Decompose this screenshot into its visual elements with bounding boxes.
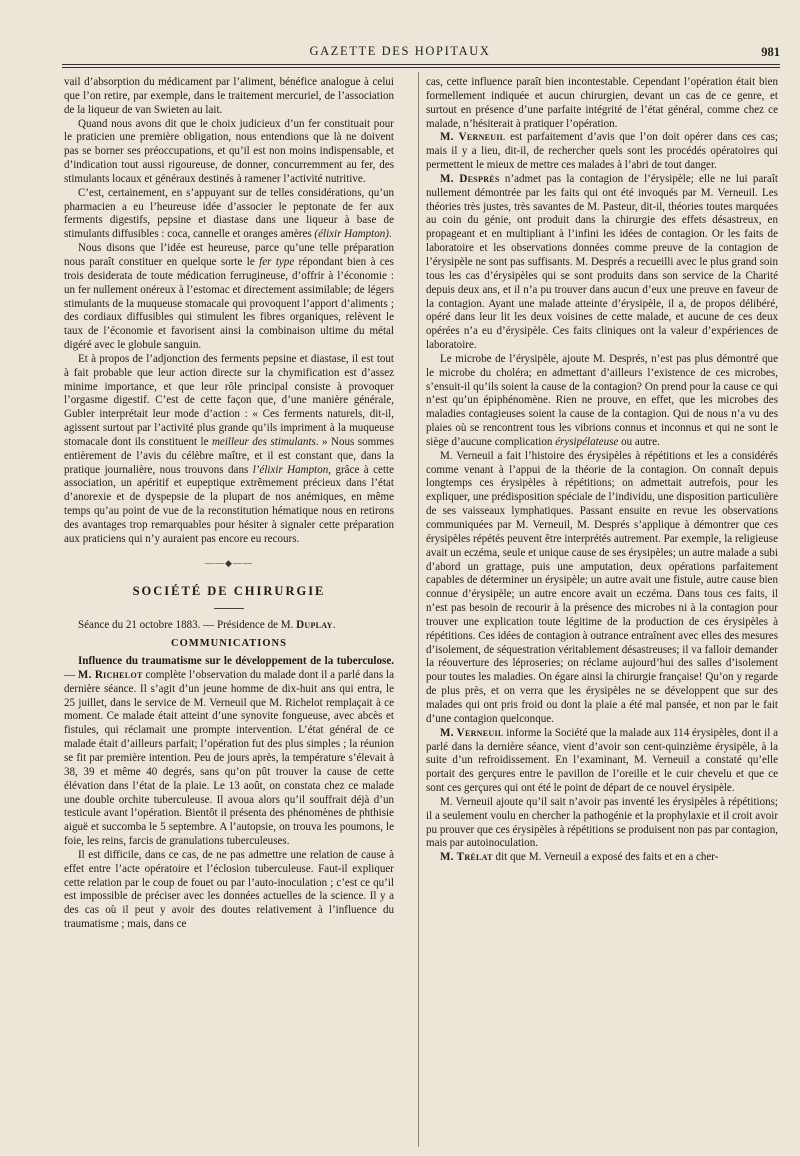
- session-line: [64, 619, 394, 633]
- text-span: dit que M. Verneuil a exposé des faits et en a cher-: [492, 851, 719, 864]
- text-span: est parfaitement d’avis que l’on doit opérer dans ces cas; mais il y a lieu, dit-il, de rechercher quels sont les procédés opératoires qui permettent le mieux de mettre ces malades à l’abri de tout danger.: [426, 131, 778, 172]
- paragraph: [426, 131, 778, 173]
- paragraph: vail d’absorption du médicament par l’aliment, bénéfice analogue à celui que l’on retire, par exemple, dans le traitement mercuriel, de l’association de la liqueur de van Swieten au lait.: [64, 76, 394, 116]
- text-span: .: [332, 619, 336, 632]
- text-span: C’est, certainement, en s’appuyant sur de telles considérations, qu’un pharmacien a eu l’heureuse idée d’associer le peptonate de fer aux ferments digestifs, pepsine et diastase dans une liqueur à base de stimulants diffusibles : coca, cannelle et oranges amères: [64, 186, 394, 241]
- article-title: Influence du traumatisme sur le développement de la tuberculose.: [78, 655, 394, 668]
- header-rule-secondary: [62, 67, 780, 68]
- running-header-title: GAZETTE DES HOPITAUX: [309, 44, 491, 58]
- italic-span: (élixir Hampton): [314, 228, 389, 241]
- paragraph: M. Verneuil ajoute qu’il sait n’avoir pas inventé les érysipèles à répétitions; il a seulement voulu en chercher la pathogénie et la prophylaxie et il croit avoir pu prouver que ces érysipèles à répétitions se produisent non pas par contagion, mais par autoinoculation.: [426, 795, 778, 850]
- text-span: informe la Société que la malade aux 114 érysipèles, dont il a parlé dans la dernière séance, vient d’avoir son cent-quinzième érysipèle, à la suite d’un refroidissement. En l’examinant, M. Verneuil a constaté qu’elle portait des gerçures entre le pavillon de l’oreille et le cuir chevelu et que ce sont ces gerçures qui ont été le point de départ de ce nouvel érysipèle.: [426, 726, 779, 795]
- paragraph: Quand nous avons dit que le choix judicieux d’un fer constituait pour le praticien une première obligation, nous entendions que là ne doivent pas se borner ses préoccupations, et qu’il est non moins indispensable, et d’indication tout aussi rigoureuse, de donner, concurremment au fer, des stimulants locaux et généraux destinés à ramener l’activité nutritive.: [64, 117, 394, 185]
- column-separator: [418, 72, 419, 1147]
- text-span: .: [388, 228, 392, 241]
- paragraph: [64, 242, 394, 353]
- paragraph: Il est difficile, dans ce cas, de ne pas admettre une relation de cause à effet entre l’acte opératoire et l’éclosion tuberculeuse. Faut-il expliquer cette relation par le coup de fouet ou par l’auto-inoculation ; c’est ce qu’il est impossible de préciser avec les données actuelles de la science. Il y a des cas où il peut y avoir des doutes relativement à l’influence du traumatisme ; mais, dans ce: [64, 848, 394, 931]
- speaker-name: M. Verneuil: [440, 726, 504, 739]
- paragraph: cas, cette influence paraît bien incontestable. Cependant l’opération était bien formellement indiquée et aucun chirurgien, devant un cas de ce genre, et surtout en présence d’une parfaite intégrité de l’état général, comme chez ce malade, n’hésiterait à pratiquer l’opération.: [426, 76, 778, 130]
- paragraph: [64, 353, 394, 547]
- text-span: ou autre.: [618, 435, 660, 448]
- header-rule: [62, 64, 780, 65]
- paragraph: M. Verneuil a fait l’histoire des érysipèles à répétitions et les a considérés comme venant à l’appui de la théorie de la contagion. On connaît depuis longtemps ces érysipèles à répétitions; on admettait autrefois, pour les expliquer, une prédisposition spéciale de l’individu, une disposition particulière de ses vaisseaux lymphatiques. Passant ensuite en revue les observations communiquées par M. Verneuil, M. Després s’applique à démontrer que ces érysipèles répétés peuvent être interprétés autrement. Par exemple, la religieuse avait un eczéma, seule et unique cause de ses érysipèles; un autre malade a subi d’abord un grattage, puis une amputation, deux opérations parfaitement capables de déterminer un érysipèle; un autre avait une fistule, autre cause bien connue d’érysipèle; un autre encore avait un eczéma. Dans tous ces faits, il n’est pas besoin de recourir à la présence des microbes ni à la contagion pour trouver une explication toute légitime de la production de ces érysipèles à répétitions. Ces idées de contagion à outrance entraînent avec elles des mesures d’isolement, de séquestration véritablement désastreuses; il va falloir demander la réouverture des léproseries; on réclame aujourd’hui des salles d’isolement pour toutes les maladies. On égare ainsi la chirurgie française! Qu’on y regarde de plus près, et on verra que les érysipèles ne se développent que sur des malades qui ont pris froid ou dont la plaie a été mal pansée, et non par le fait d’une contagion quelconque.: [426, 449, 778, 725]
- page-number: 981: [761, 45, 780, 59]
- italic-span: fer type: [259, 255, 295, 268]
- text-span: complète l’observation du malade dont il a parlé dans la dernière séance. Il s’agit d’un jeune homme de dix-huit ans qui entra, le 25 juillet, dans le service de M. Verneuil que M. Richelot remplaçait à ce moment. Ce malade était atteint d’une synovite fongueuse, avec abcès et fistules, qui réclamait une prompte intervention. L’état général de ce malade était d’ailleurs parfait; l’opération fut des plus simples ; la réunion se fit par première intention. Peu de jours après, la température s’élevait à 38, 39 et même 40 degrés, sans qu’on pût trouver la cause de cette élévation dans l’état de la plaie. Le 13 août, on constata chez ce malade une double orchite tuberculeuse. Il avoua alors qu’il souffrait déjà d’un testicule avant l’opération. Bientôt il présenta des phénomènes de phthisie aiguë et succomba le 5 septembre. A l’autopsie, on trouva les poumons, le foie, les reins, farcis de granulations tuberculeuses.: [64, 668, 394, 848]
- right-column: [426, 76, 778, 865]
- italic-span: l’élixir Hampton: [252, 463, 329, 476]
- paragraph: [426, 851, 778, 865]
- italic-span: érysipélateuse: [555, 435, 619, 448]
- section-ornament: ——◆——: [205, 557, 253, 568]
- paragraph: [426, 173, 778, 353]
- text-span: Le microbe de l’érysipèle, ajoute M. Després, n’est pas plus démontré que le microbe du choléra; en admettant d’ailleurs l’existence de ces microbes, s’ensuit-il qu’ils soient la cause de la contagion? On prend pour la cause ce qui n’est qu’un épiphénomène. Rien ne prouve, en effet, que les microbes des maladies contagieuses soient la cause de la contagion. Qui de nous n’a vu des plaies où se rencontrent tous les vibrions connus et inconnus et qui ne sont le siège d’aucune complication: [426, 352, 778, 448]
- text-span: n’admet pas la contagion de l’érysipèle; elle ne lui paraît nullement démontrée par les faits qui ont été invoqués par M. Verneuil. Les théories très justes, très savantes de M. Pasteur, dit-il, théories toutes marquées au coin du génie, ont produit dans la chirurgie des effets désastreux, en propageant et en multipliant à l’infini les idées de contagion. Or les faits de laboratoire et les observations données comme preuve de la contagion de l’érysipèle ne sont pas suffisants. M. Després a recueilli avec le plus grand soin tous les cas d’érysipèles qui se sont produits dans son service de la Charité depuis deux ans, et il n’a pu trouver dans aucun d’eux une preuve en faveur de la contagion. Ayant une malade atteinte d’érysipèle, il a, de propos délibéré, opéré dans leur lit les deux voisines de cette malade, et aucune de ces deux opérées n’a eu d’érysipèle. Ces faits cliniques ont la valeur d’expériences de laboratoire.: [426, 172, 778, 352]
- speaker-name: M. Després: [440, 172, 500, 185]
- communications-heading: COMMUNICATIONS: [171, 638, 287, 650]
- text-span: Et à propos de l’adjonction des ferments pepsine et diastase, il est tout à fait probable que leur action directe sur la chymification est d’assez minime importance, et que leur rôle principal consiste à provoquer l’orgasme digestif. C’est de cette façon que, d’une manière générale, Gubler interprétait leur mode d’action : « Ces ferments naturels, dit-il, agissent surtout par l’activité plus grande qu’ils impriment à la muqueuse stomacale dont ils constituent le: [64, 352, 394, 448]
- text-span: . » Nous sommes entièrement de l’avis du célèbre maître, et il est constant que, dans la pratique journalière, nous trouvons dans: [64, 435, 394, 476]
- text-span: —: [64, 668, 78, 681]
- italic-span: meilleur des stimulants: [211, 435, 316, 448]
- speaker-name: M. Trélat: [440, 851, 493, 864]
- text-span: Nous disons que l’idée est heureuse, parce qu’une telle préparation nous paraît constituer en quelque sorte le: [64, 242, 394, 268]
- text-span: répondant bien à ces trois desiderata de toute médication ferrugineuse, d’offrir à l’économie : un fer nullement onéreux à l’estomac et directement assimilable; de légers stimulants de la muqueuse stomacale qui provoquent l’apport d’aliments ; des cordiaux diffusibles qui stimulent les fibres organiques, relèvent le taux de l’économie et favorisent ainsi la combinaison ultime du métal digéré avec le globule sanguin.: [64, 255, 394, 352]
- president-name: Duplay: [296, 619, 333, 632]
- section-heading: SOCIÉTÉ DE CHIRURGIE: [132, 583, 326, 598]
- paragraph: [426, 353, 778, 450]
- speaker-name: M. Richelot: [77, 668, 143, 681]
- paragraph: [64, 655, 394, 849]
- paragraph: [426, 727, 778, 796]
- text-span: , grâce à cette association, un apéritif et eupeptique extrêmement précieux dans l’état d’anorexie et de dyspepsie de la plupart de nos anémiques, en même temps qu’au point de vue de la reconstitution hématique nous en retirons des avantages trop remarquables pour hésiter à signaler cette préparation aux praticiens qui n’y auraient pas encore eu recours.: [64, 463, 394, 545]
- left-column: [64, 76, 394, 932]
- paragraph: [64, 187, 394, 242]
- text-span: Séance du 21 octobre 1883. — Présidence de M.: [78, 619, 297, 632]
- small-divider: [214, 608, 244, 609]
- speaker-name: M. Verneuil: [440, 131, 506, 144]
